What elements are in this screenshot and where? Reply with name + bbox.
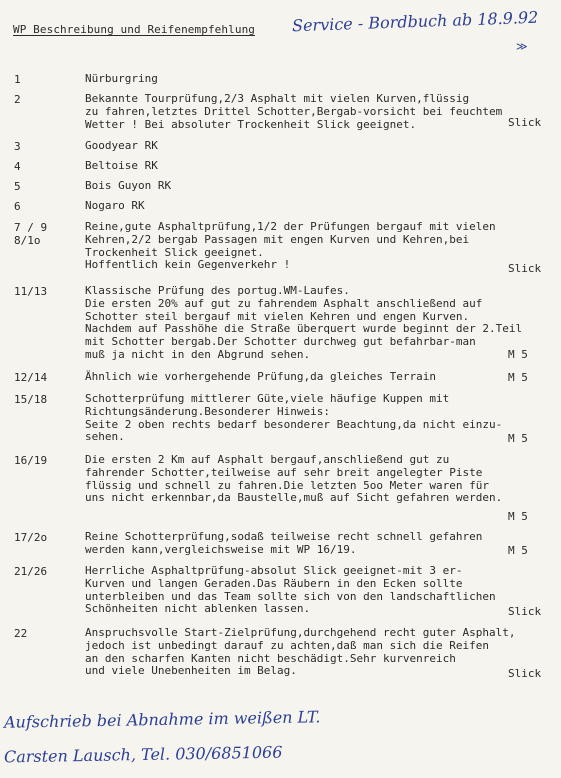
entry-text: Bekannte Tourprüfung,2/3 Asphalt mit vielen Kurven,flüssig zu fahren,letztes Drittel Schotter,Bergab-vorsicht bei feuchtem Wetter ! Bei absoluter Trockenheit Slick geeignet.	[85, 92, 503, 131]
entry-number: 4	[14, 160, 21, 173]
entry-text: Die ersten 2 Km auf Asphalt bergauf,anschließend gut zu fahrender Schotter,teilweise auf sehr breit angelegter Piste flüssig und schnell zu fahren.Die letzten 5oo Meter waren für uns nicht erkennbar,da Baustelle,muß auf Sicht gefahren werden.	[85, 453, 503, 505]
entry-text: Anspruchsvolle Start-Zielprüfung,durchgehend recht guter Asphalt, jedoch ist unbedingt darauf zu achten,daß man sich die Reifen an den scharfen Kanten nicht beschädigt.Sehr kurvenreich und viele Unebenheiten im Belag.	[85, 626, 516, 678]
entry-number: 11/13	[14, 285, 48, 298]
entry-text: Herrliche Asphaltprüfung-absolut Slick geeignet-mit 3 er- Kurven und langen Geraden.Das Räubern in den Ecken sollte unterbleiben und das Team sollte sich von den landschaftlichen Schönheiten nicht ablenken lassen.	[85, 564, 496, 616]
tire-recommendation: M 5	[508, 432, 528, 445]
entry-number: 16/19	[14, 454, 48, 467]
entry-text: Nogaro RK	[85, 199, 145, 212]
entry-number: 7 / 9 8/1o	[14, 221, 48, 247]
handwritten-footer-line-1: Aufschrieb bei Abnahme im weißen LT.	[3, 707, 321, 732]
entry-text: Beltoise RK	[85, 159, 158, 172]
tire-recommendation: Slick	[508, 262, 542, 275]
entry-number: 15/18	[14, 393, 48, 406]
entry-text: Bois Guyon RK	[85, 179, 172, 192]
entry-number: 3	[14, 140, 21, 153]
entry-text: Klassische Prüfung des portug.WM-Laufes. Die ersten 20% auf gut zu fahrendem Asphalt anschließend auf Schotter steil bergauf mit vielen Kehren und engen Kurven. Nachdem auf Passhöhe die Straße überquert wurde beginnt der 2.Teil mit Schotter bergab.Der Schotter durchweg gut befahrbar-man muß ja nicht in den Abgrund sehen.	[85, 284, 523, 361]
tire-recommendation: Slick	[508, 116, 542, 129]
entry-number: 22	[14, 627, 28, 640]
handwritten-footer-line-2: Carsten Lausch, Tel. 030/6851066	[3, 742, 283, 767]
tire-recommendation: Slick	[508, 605, 542, 618]
entry-number: 5	[14, 180, 21, 193]
tire-recommendation: Slick	[508, 667, 542, 680]
entry-text: Schotterprüfung mittlerer Güte,viele häufige Kuppen mit Richtungsänderung.Besonderer Hinweis: Seite 2 oben rechts bedarf besonderer Beachtung,da nicht einzu- sehen.	[85, 392, 503, 444]
entry-text: Ähnlich wie vorhergehende Prüfung,da gleiches Terrain	[85, 370, 436, 383]
entry-number: 21/26	[14, 565, 48, 578]
entry-number: 17/2o	[14, 531, 48, 544]
tire-recommendation: M 5	[508, 544, 528, 557]
entry-number: 1	[14, 73, 21, 86]
document-title: WP Beschreibung und Reifenempfehlung	[13, 23, 256, 36]
tire-recommendation: M 5	[508, 348, 528, 361]
entry-text: Nürburgring	[85, 72, 158, 85]
pen-mark-icon: ≫	[516, 40, 528, 53]
entry-number: 2	[14, 93, 21, 106]
entry-text: Reine Schotterprüfung,sodaß teilweise recht schnell gefahren werden kann,vergleichsweise mit WP 16/19.	[85, 530, 483, 556]
entry-text: Reine,gute Asphaltprüfung,1/2 der Prüfungen bergauf mit vielen Kehren,2/2 bergab Passagen mit engen Kurven und Kehren,bei Trockenheit Slick geeignet. Hoffentlich kein Gegenverkehr !	[85, 220, 496, 272]
entry-number: 6	[14, 200, 21, 213]
entry-number: 12/14	[14, 371, 48, 384]
tire-recommendation: M 5	[508, 371, 528, 384]
entry-text: Goodyear RK	[85, 139, 158, 152]
tire-recommendation: M 5	[508, 510, 528, 523]
handwritten-header-note: Service - Bordbuch ab 18.9.92	[291, 7, 539, 36]
